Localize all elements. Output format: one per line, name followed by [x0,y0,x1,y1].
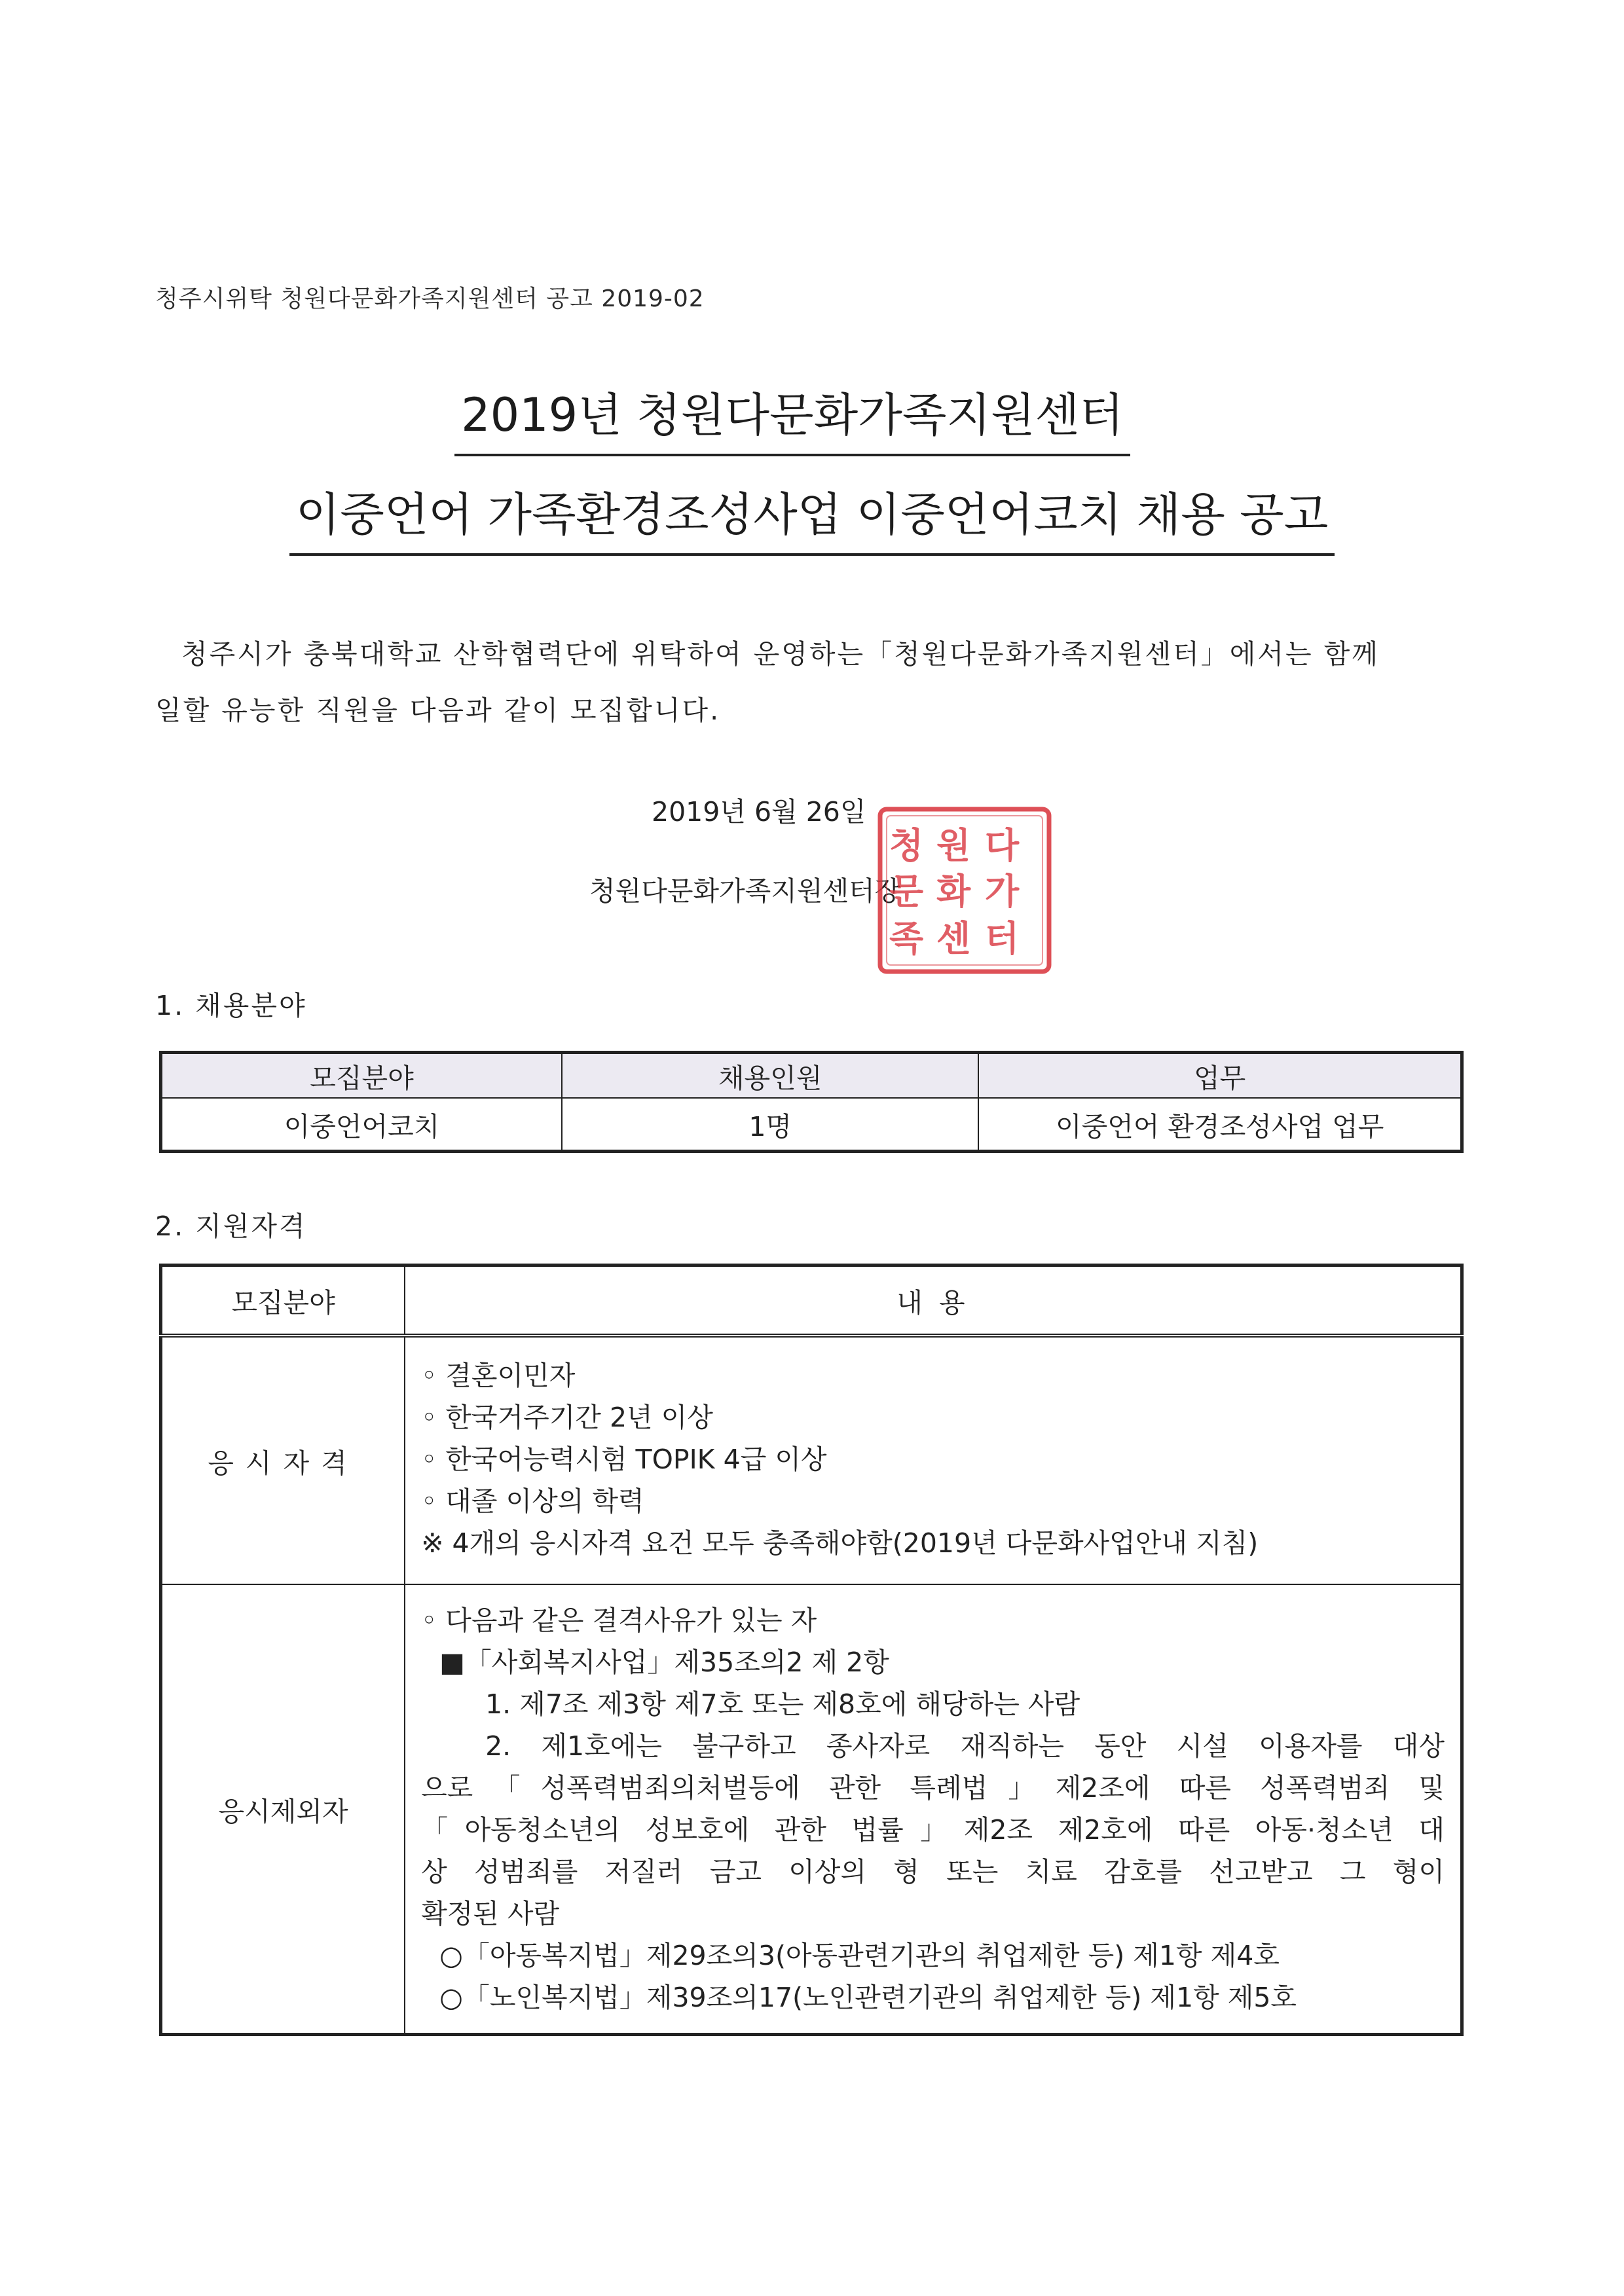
svg-text:족: 족 [889,917,924,959]
list-item: ※ 4개의 응시자격 요건 모두 충족해야함(2019년 다문화사업안내 지침) [421,1527,1259,1559]
svg-text:가: 가 [985,870,1020,912]
column-header: 내 용 [405,1266,1462,1336]
svg-text:청: 청 [889,824,924,866]
svg-text:문: 문 [889,870,924,912]
table-row [161,1584,1462,2035]
table-row [161,1336,1462,1584]
eligibility-content [405,1336,1462,1584]
table-cell: 이중언어코치 [161,1098,562,1152]
column-header: 채용인원 [562,1053,978,1099]
law-reference: ○「아동복지법」제29조의3(아동관련기관의 취업제한 등) 제1항 제4호 [439,1940,1280,1971]
list-item: 2. 제1호에는 불구하고 종사자로 재직하는 동안 시설 이용자를 대상 [485,1730,1445,1762]
list-item: 「아동청소년의 성보호에 관한 법률」제2조 제2호에 따른 아동·청소년 대 [421,1814,1445,1846]
list-item: ◦ 다음과 같은 결격사유가 있는 자 [421,1605,817,1636]
section-1-heading: 1. 채용분야 [155,990,307,1021]
table-header-row [161,1266,1462,1336]
svg-text:터: 터 [985,917,1020,959]
list-item: ◦ 한국어능력시험 TOPIK 4급 이상 [421,1444,827,1475]
issue-date: 2019년 6월 26일 [652,796,866,828]
list-item: 1. 제7조 제3항 제7호 또는 제8호에 해당하는 사람 [485,1688,1080,1720]
law-reference: ■「사회복지사업」제35조의2 제 2항 [439,1647,889,1678]
table-cell: 이중언어 환경조성사업 업무 [978,1098,1462,1152]
list-item: 상 성범죄를 저질러 금고 이상의 형 또는 치료 감호를 선고받고 그 형이 [421,1856,1445,1887]
section-2-heading: 2. 지원자격 [155,1211,307,1242]
law-reference: ○「노인복지법」제39조의17(노인관련기관의 취업제한 등) 제1항 제5호 [439,1982,1297,2013]
exclusion-label: 응시제외자 [161,1584,405,2035]
svg-text:원: 원 [936,824,971,866]
svg-text:센: 센 [936,917,971,959]
recruitment-table [159,1051,1464,1153]
title-line-2-text: 이중언어 가족환경조성사업 이중언어코치 채용 공고 [289,478,1335,556]
list-item: ◦ 결혼이민자 [421,1360,576,1391]
notice-number: 청주시위탁 청원다문화가족지원센터 공고 2019-02 [155,285,705,312]
list-item: ◦ 한국거주기간 2년 이상 [421,1402,713,1433]
title-line-2 [0,478,1624,556]
qualification-table [159,1264,1464,2036]
svg-text:다: 다 [985,824,1020,866]
eligibility-label: 응시자격 [161,1336,405,1584]
table-row [161,1098,1462,1152]
table-header-row [161,1053,1462,1099]
exclusion-content [405,1584,1462,2035]
intro-paragraph: 청주시가 충북대학교 산학협력단에 위탁하여 운영하는「청원다문화가족지원센터」에서는 함께 일할 유능한 직원을 다음과 같이 모집합니다. [155,638,1380,726]
list-item: 확정된 사람 [421,1898,560,1929]
svg-text:화: 화 [936,870,971,912]
list-item: 으로「성폭력범죄의처벌등에 관한 특례법」제2조에 따른 성폭력범죄 및 [421,1772,1445,1804]
list-item: ◦ 대졸 이상의 학력 [421,1485,644,1517]
title-line-1 [0,378,1624,456]
column-header: 업무 [978,1053,1462,1099]
title-line-1-text: 2019년 청원다문화가족지원센터 [454,378,1130,456]
column-header: 모집분야 [161,1053,562,1099]
official-seal-icon [876,805,1053,975]
table-cell: 1명 [562,1098,978,1152]
column-header: 모집분야 [161,1266,405,1336]
issuer-name: 청원다문화가족지원센터장 [589,875,901,907]
